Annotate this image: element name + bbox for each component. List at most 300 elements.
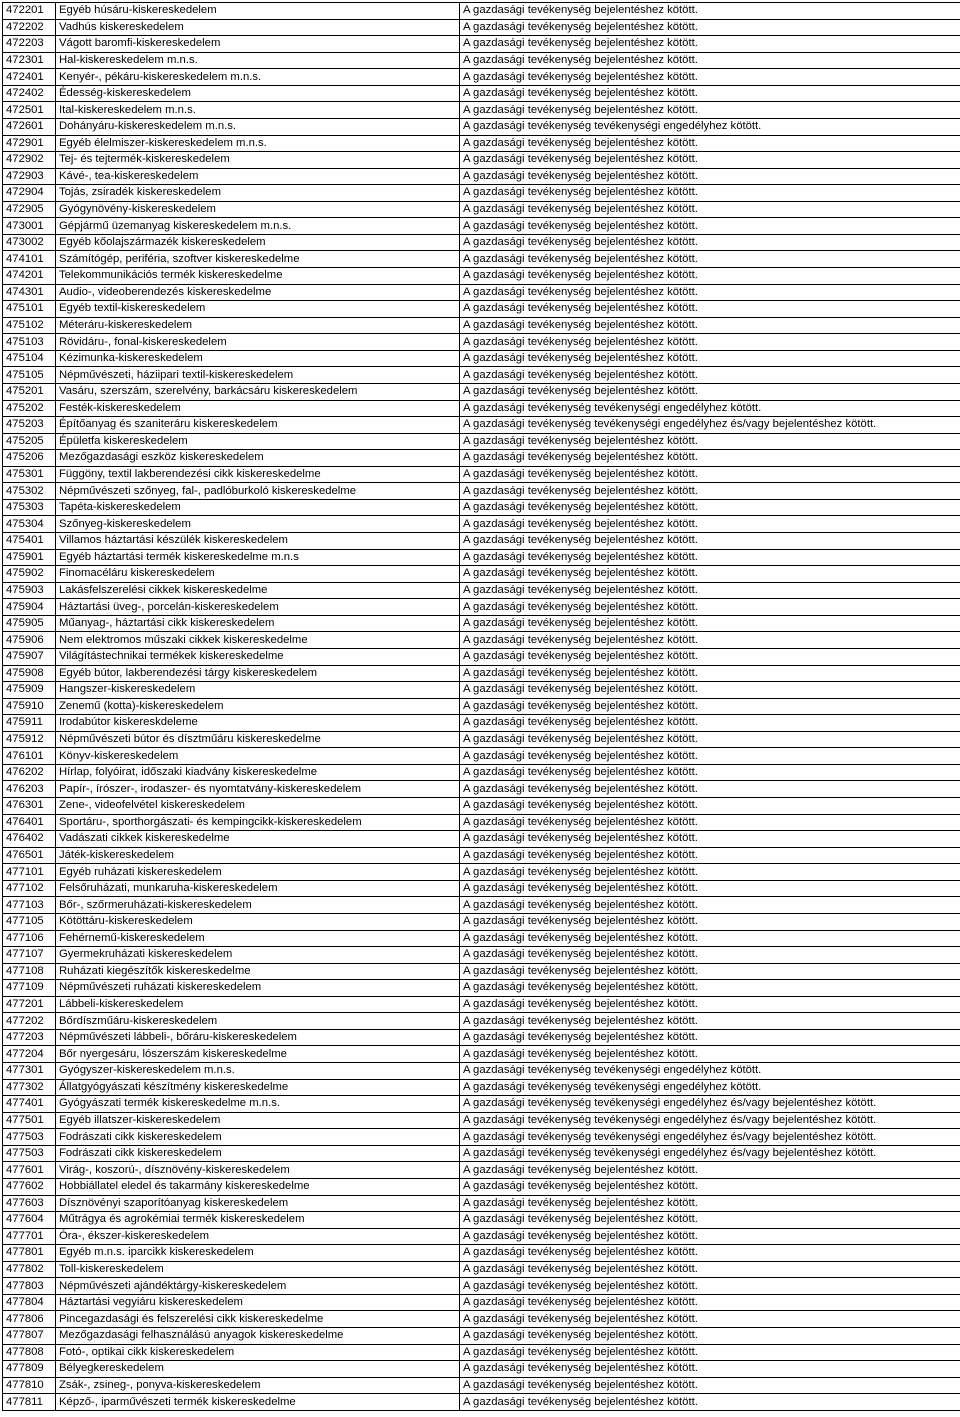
table-row bbox=[3, 847, 960, 864]
regulation-note-cell: A gazdasági tevékenység bejelentéshez kötött. bbox=[460, 1228, 960, 1245]
regulation-note-cell: A gazdasági tevékenység bejelentéshez kötött. bbox=[460, 102, 960, 119]
regulation-note-cell: A gazdasági tevékenység bejelentéshez kötött. bbox=[460, 268, 960, 285]
table-row bbox=[3, 1112, 960, 1129]
table-row bbox=[3, 499, 960, 516]
activity-code-cell: 477202 bbox=[3, 1013, 56, 1030]
activity-name-cell: Kézimunka-kiskereskedelem bbox=[56, 350, 460, 367]
table-row bbox=[3, 1162, 960, 1179]
activity-name-cell: Kötöttáru-kiskereskedelem bbox=[56, 913, 460, 930]
table-row bbox=[3, 201, 960, 218]
regulation-note-cell: A gazdasági tevékenység tevékenységi engedélyhez és/vagy bejelentéshez kötött. bbox=[460, 1145, 960, 1162]
activity-name-cell: Bélyegkereskedelem bbox=[56, 1361, 460, 1378]
table-row bbox=[3, 632, 960, 649]
table-row bbox=[3, 301, 960, 318]
activity-name-cell: Hangszer-kiskereskedelem bbox=[56, 682, 460, 699]
table-row bbox=[3, 52, 960, 69]
regulation-note-cell: A gazdasági tevékenység bejelentéshez kötött. bbox=[460, 3, 960, 20]
regulation-note-cell: A gazdasági tevékenység bejelentéshez kötött. bbox=[460, 1377, 960, 1394]
regulation-note-cell: A gazdasági tevékenység bejelentéshez kötött. bbox=[460, 317, 960, 334]
activity-code-cell: 473002 bbox=[3, 234, 56, 251]
activity-code-cell: 477102 bbox=[3, 880, 56, 897]
table-row bbox=[3, 334, 960, 351]
activity-code-cell: 475301 bbox=[3, 466, 56, 483]
regulation-note-cell: A gazdasági tevékenység tevékenységi engedélyhez kötött. bbox=[460, 118, 960, 135]
table-row bbox=[3, 1361, 960, 1378]
regulation-note-cell: A gazdasági tevékenység bejelentéshez kötött. bbox=[460, 168, 960, 185]
table-row bbox=[3, 102, 960, 119]
activity-name-cell: Népművészeti ajándéktárgy-kiskereskedelem bbox=[56, 1278, 460, 1295]
activity-code-cell: 475901 bbox=[3, 549, 56, 566]
activity-code-cell: 475102 bbox=[3, 317, 56, 334]
activity-code-cell: 475201 bbox=[3, 383, 56, 400]
regulation-note-cell: A gazdasági tevékenység bejelentéshez kötött. bbox=[460, 1029, 960, 1046]
activity-code-cell: 477302 bbox=[3, 1079, 56, 1096]
regulation-note-cell: A gazdasági tevékenység bejelentéshez kötött. bbox=[460, 748, 960, 765]
regulation-note-cell: A gazdasági tevékenység bejelentéshez kötött. bbox=[460, 1328, 960, 1345]
activity-code-cell: 475104 bbox=[3, 350, 56, 367]
regulation-note-cell: A gazdasági tevékenység bejelentéshez kötött. bbox=[460, 847, 960, 864]
regulation-note-cell: A gazdasági tevékenység bejelentéshez kötött. bbox=[460, 549, 960, 566]
activity-name-cell: Népművészeti lábbeli-, bőráru-kiskereskedelem bbox=[56, 1029, 460, 1046]
regulation-note-cell: A gazdasági tevékenység bejelentéshez kötött. bbox=[460, 185, 960, 202]
activity-name-cell: Virág-, koszorú-, dísznövény-kiskereskedelem bbox=[56, 1162, 460, 1179]
table-row bbox=[3, 897, 960, 914]
regulation-note-cell: A gazdasági tevékenység bejelentéshez kötött. bbox=[460, 814, 960, 831]
activity-code-cell: 475302 bbox=[3, 483, 56, 500]
table-row bbox=[3, 1328, 960, 1345]
table-row bbox=[3, 118, 960, 135]
regulation-note-cell: A gazdasági tevékenység bejelentéshez kötött. bbox=[460, 516, 960, 533]
table-row bbox=[3, 483, 960, 500]
activity-name-cell: Hírlap, folyóirat, időszaki kiadvány kiskereskedelme bbox=[56, 764, 460, 781]
regulation-note-cell: A gazdasági tevékenység tevékenységi engedélyhez kötött. bbox=[460, 400, 960, 417]
regulation-note-cell: A gazdasági tevékenység bejelentéshez kötött. bbox=[460, 433, 960, 450]
regulation-note-cell: A gazdasági tevékenység tevékenységi engedélyhez és/vagy bejelentéshez kötött. bbox=[460, 1096, 960, 1113]
regulation-note-cell: A gazdasági tevékenység bejelentéshez kötött. bbox=[460, 1311, 960, 1328]
activity-name-cell: Világítástechnikai termékek kiskereskedelme bbox=[56, 648, 460, 665]
activity-name-cell: Papír-, írószer-, irodaszer- és nyomtatvány-kiskereskedelem bbox=[56, 781, 460, 798]
activity-name-cell: Ruházati kiegészítők kiskereskedelme bbox=[56, 963, 460, 980]
activity-name-cell: Műtrágya és agrokémiai termék kiskereskedelem bbox=[56, 1212, 460, 1229]
activity-name-cell: Festék-kiskereskedelem bbox=[56, 400, 460, 417]
activity-name-cell: Dísznövényi szaporítóanyag kiskereskedelem bbox=[56, 1195, 460, 1212]
activity-code-cell: 476202 bbox=[3, 764, 56, 781]
regulation-note-cell: A gazdasági tevékenység bejelentéshez kötött. bbox=[460, 251, 960, 268]
activity-name-cell: Tej- és tejtermék-kiskereskedelem bbox=[56, 152, 460, 169]
table-row bbox=[3, 1278, 960, 1295]
regulation-note-cell: A gazdasági tevékenység bejelentéshez kötött. bbox=[460, 864, 960, 881]
table-row bbox=[3, 831, 960, 848]
table-row bbox=[3, 383, 960, 400]
activity-code-cell: 477811 bbox=[3, 1394, 56, 1411]
table-row bbox=[3, 516, 960, 533]
table-row bbox=[3, 582, 960, 599]
table-row bbox=[3, 814, 960, 831]
activity-name-cell: Tapéta-kiskereskedelem bbox=[56, 499, 460, 516]
activity-code-cell: 475908 bbox=[3, 665, 56, 682]
activity-code-cell: 477802 bbox=[3, 1261, 56, 1278]
activity-name-cell: Zene-, videofelvétel kiskereskedelem bbox=[56, 798, 460, 815]
table-row bbox=[3, 1129, 960, 1146]
activity-code-cell: 474301 bbox=[3, 284, 56, 301]
activity-name-cell: Gyógyászati termék kiskereskedelme m.n.s. bbox=[56, 1096, 460, 1113]
activity-code-cell: 477301 bbox=[3, 1063, 56, 1080]
activity-code-cell: 477603 bbox=[3, 1195, 56, 1212]
regulation-note-cell: A gazdasági tevékenység bejelentéshez kötött. bbox=[460, 19, 960, 36]
activity-name-cell: Népművészeti szőnyeg, fal-, padlóburkoló kiskereskedelme bbox=[56, 483, 460, 500]
activity-code-cell: 472501 bbox=[3, 102, 56, 119]
regulation-note-cell: A gazdasági tevékenység bejelentéshez kötött. bbox=[460, 1212, 960, 1229]
regulation-note-cell: A gazdasági tevékenység tevékenységi engedélyhez kötött. bbox=[460, 1079, 960, 1096]
table-row bbox=[3, 947, 960, 964]
table-row bbox=[3, 980, 960, 997]
activity-name-cell: Finomacéláru kiskereskedelem bbox=[56, 566, 460, 583]
table-row bbox=[3, 168, 960, 185]
regulation-note-cell: A gazdasági tevékenység bejelentéshez kötött. bbox=[460, 152, 960, 169]
regulation-note-cell: A gazdasági tevékenység bejelentéshez kötött. bbox=[460, 135, 960, 152]
regulation-note-cell: A gazdasági tevékenység bejelentéshez kötött. bbox=[460, 1162, 960, 1179]
activity-code-cell: 477803 bbox=[3, 1278, 56, 1295]
activity-code-cell: 475902 bbox=[3, 566, 56, 583]
activity-code-cell: 477103 bbox=[3, 897, 56, 914]
regulation-note-cell: A gazdasági tevékenység tevékenységi engedélyhez és/vagy bejelentéshez kötött. bbox=[460, 417, 960, 434]
table-row bbox=[3, 466, 960, 483]
activity-name-cell: Egyéb háztartási termék kiskereskedelme m.n.s bbox=[56, 549, 460, 566]
regulation-note-cell: A gazdasági tevékenység bejelentéshez kötött. bbox=[460, 781, 960, 798]
activity-code-cell: 475912 bbox=[3, 731, 56, 748]
table-row bbox=[3, 682, 960, 699]
activity-code-cell: 477806 bbox=[3, 1311, 56, 1328]
regulation-note-cell: A gazdasági tevékenység bejelentéshez kötött. bbox=[460, 1245, 960, 1262]
activity-code-cell: 472202 bbox=[3, 19, 56, 36]
activity-code-cell: 472201 bbox=[3, 3, 56, 20]
activity-code-cell: 477807 bbox=[3, 1328, 56, 1345]
table-row bbox=[3, 234, 960, 251]
regulation-note-cell: A gazdasági tevékenység bejelentéshez kötött. bbox=[460, 1178, 960, 1195]
regulation-note-cell: A gazdasági tevékenység bejelentéshez kötött. bbox=[460, 36, 960, 53]
regulation-note-cell: A gazdasági tevékenység bejelentéshez kötött. bbox=[460, 1195, 960, 1212]
table-row bbox=[3, 85, 960, 102]
activity-name-cell: Háztartási üveg-, porcelán-kiskereskedelem bbox=[56, 599, 460, 616]
table-row bbox=[3, 1195, 960, 1212]
activity-name-cell: Nem elektromos műszaki cikkek kiskereskedelme bbox=[56, 632, 460, 649]
activity-code-cell: 477701 bbox=[3, 1228, 56, 1245]
regulation-note-cell: A gazdasági tevékenység bejelentéshez kötött. bbox=[460, 450, 960, 467]
activity-code-cell: 476401 bbox=[3, 814, 56, 831]
regulation-note-cell: A gazdasági tevékenység bejelentéshez kötött. bbox=[460, 715, 960, 732]
activity-code-cell: 475903 bbox=[3, 582, 56, 599]
activity-name-cell: Rövidáru-, fonal-kiskereskedelem bbox=[56, 334, 460, 351]
activity-code-cell: 477501 bbox=[3, 1112, 56, 1129]
regulation-note-cell: A gazdasági tevékenység bejelentéshez kötött. bbox=[460, 831, 960, 848]
table-row bbox=[3, 69, 960, 86]
regulation-note-cell: A gazdasági tevékenység bejelentéshez kötött. bbox=[460, 218, 960, 235]
regulation-note-cell: A gazdasági tevékenység bejelentéshez kötött. bbox=[460, 1394, 960, 1411]
activity-code-cell: 476101 bbox=[3, 748, 56, 765]
table-row bbox=[3, 930, 960, 947]
table-row bbox=[3, 599, 960, 616]
activity-code-cell: 472203 bbox=[3, 36, 56, 53]
activity-name-cell: Irodabútor kiskereskdeleme bbox=[56, 715, 460, 732]
activity-name-cell: Villamos háztartási készülék kiskereskedelem bbox=[56, 533, 460, 550]
regulation-note-cell: A gazdasági tevékenység bejelentéshez kötött. bbox=[460, 698, 960, 715]
activity-name-cell: Felsőruházati, munkaruha-kiskereskedelem bbox=[56, 880, 460, 897]
activity-name-cell: Egyéb bútor, lakberendezési tárgy kiskereskedelem bbox=[56, 665, 460, 682]
activity-name-cell: Fehérnemű-kiskereskedelem bbox=[56, 930, 460, 947]
activity-name-cell: Vadhús kiskereskedelem bbox=[56, 19, 460, 36]
activity-code-cell: 472904 bbox=[3, 185, 56, 202]
table-row bbox=[3, 1394, 960, 1411]
regulation-note-cell: A gazdasági tevékenység bejelentéshez kötött. bbox=[460, 1294, 960, 1311]
regulation-note-cell: A gazdasági tevékenység bejelentéshez kötött. bbox=[460, 533, 960, 550]
table-row bbox=[3, 1377, 960, 1394]
regulation-note-cell: A gazdasági tevékenység bejelentéshez kötött. bbox=[460, 284, 960, 301]
activity-name-cell: Bőrdíszműáru-kiskereskedelem bbox=[56, 1013, 460, 1030]
regulation-note-cell: A gazdasági tevékenység bejelentéshez kötött. bbox=[460, 52, 960, 69]
regulation-note-cell: A gazdasági tevékenység bejelentéshez kötött. bbox=[460, 350, 960, 367]
activity-code-cell: 472901 bbox=[3, 135, 56, 152]
table-row bbox=[3, 1294, 960, 1311]
activity-name-cell: Fotó-, optikai cikk kiskereskedelem bbox=[56, 1344, 460, 1361]
activity-code-cell: 477604 bbox=[3, 1212, 56, 1229]
activity-code-cell: 477804 bbox=[3, 1294, 56, 1311]
activity-name-cell: Egyéb kőolajszármazék kiskereskedelem bbox=[56, 234, 460, 251]
activity-name-cell: Mezőgazdasági felhasználású anyagok kiskereskedelme bbox=[56, 1328, 460, 1345]
activity-code-cell: 472905 bbox=[3, 201, 56, 218]
activity-code-cell: 475303 bbox=[3, 499, 56, 516]
table-row bbox=[3, 798, 960, 815]
activity-code-cell: 477109 bbox=[3, 980, 56, 997]
activity-name-cell: Audio-, videoberendezés kiskereskedelme bbox=[56, 284, 460, 301]
regulation-note-cell: A gazdasági tevékenység bejelentéshez kötött. bbox=[460, 632, 960, 649]
regulation-note-cell: A gazdasági tevékenység bejelentéshez kötött. bbox=[460, 897, 960, 914]
activity-name-cell: Gépjármű üzemanyag kiskereskedelem m.n.s. bbox=[56, 218, 460, 235]
activity-code-cell: 477810 bbox=[3, 1377, 56, 1394]
table-row bbox=[3, 715, 960, 732]
activity-code-cell: 477503 bbox=[3, 1145, 56, 1162]
regulation-note-cell: A gazdasági tevékenység bejelentéshez kötött. bbox=[460, 947, 960, 964]
activity-code-cell: 473001 bbox=[3, 218, 56, 235]
activity-code-cell: 477105 bbox=[3, 913, 56, 930]
regulation-note-cell: A gazdasági tevékenység bejelentéshez kötött. bbox=[460, 1344, 960, 1361]
regulation-note-cell: A gazdasági tevékenység bejelentéshez kötött. bbox=[460, 880, 960, 897]
regulation-note-cell: A gazdasági tevékenység tevékenységi engedélyhez és/vagy bejelentéshez kötött. bbox=[460, 1129, 960, 1146]
table-row bbox=[3, 1063, 960, 1080]
regulation-note-cell: A gazdasági tevékenység bejelentéshez kötött. bbox=[460, 764, 960, 781]
activity-name-cell: Számítógép, periféria, szoftver kiskereskedelme bbox=[56, 251, 460, 268]
table-row bbox=[3, 1311, 960, 1328]
regulation-note-cell: A gazdasági tevékenység bejelentéshez kötött. bbox=[460, 731, 960, 748]
table-row bbox=[3, 665, 960, 682]
activity-name-cell: Hobbiállatel eledel és takarmány kiskereskedelme bbox=[56, 1178, 460, 1195]
table-row bbox=[3, 864, 960, 881]
regulation-note-cell: A gazdasági tevékenység bejelentéshez kötött. bbox=[460, 665, 960, 682]
table-row bbox=[3, 1046, 960, 1063]
activity-code-cell: 477204 bbox=[3, 1046, 56, 1063]
table-row bbox=[3, 1096, 960, 1113]
table-row bbox=[3, 748, 960, 765]
activity-code-cell: 475105 bbox=[3, 367, 56, 384]
activity-code-cell: 475206 bbox=[3, 450, 56, 467]
activity-code-cell: 475101 bbox=[3, 301, 56, 318]
table-row bbox=[3, 1029, 960, 1046]
activity-code-cell: 475904 bbox=[3, 599, 56, 616]
regulation-note-cell: A gazdasági tevékenység bejelentéshez kötött. bbox=[460, 1278, 960, 1295]
table-row bbox=[3, 317, 960, 334]
activity-name-cell: Mezőgazdasági eszköz kiskereskedelem bbox=[56, 450, 460, 467]
activity-table bbox=[2, 2, 960, 1411]
activity-name-cell: Könyv-kiskereskedelem bbox=[56, 748, 460, 765]
activity-code-cell: 472903 bbox=[3, 168, 56, 185]
regulation-note-cell: A gazdasági tevékenység bejelentéshez kötött. bbox=[460, 566, 960, 583]
table-row bbox=[3, 1228, 960, 1245]
table-row bbox=[3, 433, 960, 450]
regulation-note-cell: A gazdasági tevékenység tevékenységi engedélyhez kötött. bbox=[460, 1063, 960, 1080]
activity-name-cell: Egyéb m.n.s. iparcikk kiskereskedelem bbox=[56, 1245, 460, 1262]
regulation-note-cell: A gazdasági tevékenység bejelentéshez kötött. bbox=[460, 201, 960, 218]
activity-name-cell: Képző-, iparművészeti termék kiskereskedelme bbox=[56, 1394, 460, 1411]
activity-name-cell: Népművészeti ruházati kiskereskedelem bbox=[56, 980, 460, 997]
activity-code-cell: 477107 bbox=[3, 947, 56, 964]
table-row bbox=[3, 764, 960, 781]
regulation-note-cell: A gazdasági tevékenység bejelentéshez kötött. bbox=[460, 682, 960, 699]
table-row bbox=[3, 284, 960, 301]
activity-name-cell: Egyéb élelmiszer-kiskereskedelem m.n.s. bbox=[56, 135, 460, 152]
activity-code-cell: 477503 bbox=[3, 1129, 56, 1146]
table-row bbox=[3, 615, 960, 632]
table-row bbox=[3, 450, 960, 467]
activity-name-cell: Egyéb ruházati kiskereskedelem bbox=[56, 864, 460, 881]
table-row bbox=[3, 1145, 960, 1162]
activity-name-cell: Egyéb textil-kiskereskedelem bbox=[56, 301, 460, 318]
regulation-note-cell: A gazdasági tevékenység bejelentéshez kötött. bbox=[460, 963, 960, 980]
activity-name-cell: Toll-kiskereskedelem bbox=[56, 1261, 460, 1278]
activity-code-cell: 477809 bbox=[3, 1361, 56, 1378]
regulation-note-cell: A gazdasági tevékenység bejelentéshez kötött. bbox=[460, 483, 960, 500]
activity-name-cell: Vadászati cikkek kiskereskedelme bbox=[56, 831, 460, 848]
activity-code-cell: 477808 bbox=[3, 1344, 56, 1361]
table-row bbox=[3, 350, 960, 367]
regulation-note-cell: A gazdasági tevékenység bejelentéshez kötött. bbox=[460, 980, 960, 997]
activity-name-cell: Kenyér-, pékáru-kiskereskedelem m.n.s. bbox=[56, 69, 460, 86]
regulation-note-cell: A gazdasági tevékenység bejelentéshez kötött. bbox=[460, 85, 960, 102]
activity-name-cell: Bőr nyergesáru, lószerszám kiskereskedelme bbox=[56, 1046, 460, 1063]
regulation-note-cell: A gazdasági tevékenység bejelentéshez kötött. bbox=[460, 1013, 960, 1030]
activity-code-cell: 476203 bbox=[3, 781, 56, 798]
activity-name-cell: Zsák-, zsineg-, ponyva-kiskereskedelem bbox=[56, 1377, 460, 1394]
activity-name-cell: Népművészeti, háziipari textil-kiskereskedelem bbox=[56, 367, 460, 384]
activity-name-cell: Lábbeli-kiskereskedelem bbox=[56, 996, 460, 1013]
table-row bbox=[3, 268, 960, 285]
activity-code-cell: 476402 bbox=[3, 831, 56, 848]
table-row bbox=[3, 1245, 960, 1262]
activity-name-cell: Pincegazdasági és felszerelési cikk kiskereskedelme bbox=[56, 1311, 460, 1328]
activity-name-cell: Kávé-, tea-kiskereskedelem bbox=[56, 168, 460, 185]
table-row bbox=[3, 19, 960, 36]
regulation-note-cell: A gazdasági tevékenység bejelentéshez kötött. bbox=[460, 648, 960, 665]
activity-code-cell: 472601 bbox=[3, 118, 56, 135]
activity-name-cell: Szőnyeg-kiskereskedelem bbox=[56, 516, 460, 533]
activity-code-cell: 477203 bbox=[3, 1029, 56, 1046]
activity-name-cell: Telekommunikációs termék kiskereskedelme bbox=[56, 268, 460, 285]
regulation-note-cell: A gazdasági tevékenység bejelentéshez kötött. bbox=[460, 615, 960, 632]
regulation-note-cell: A gazdasági tevékenység bejelentéshez kötött. bbox=[460, 383, 960, 400]
activity-name-cell: Dohányáru-kiskereskedelem m.n.s. bbox=[56, 118, 460, 135]
activity-code-cell: 477801 bbox=[3, 1245, 56, 1262]
activity-code-cell: 477106 bbox=[3, 930, 56, 947]
table-row bbox=[3, 698, 960, 715]
activity-table-body bbox=[3, 3, 960, 1411]
regulation-note-cell: A gazdasági tevékenység bejelentéshez kötött. bbox=[460, 499, 960, 516]
activity-name-cell: Függöny, textil lakberendezési cikk kiskereskedelme bbox=[56, 466, 460, 483]
activity-name-cell: Vágott baromfi-kiskereskedelem bbox=[56, 36, 460, 53]
table-row bbox=[3, 367, 960, 384]
activity-name-cell: Fodrászati cikk kiskereskedelem bbox=[56, 1145, 460, 1162]
regulation-note-cell: A gazdasági tevékenység bejelentéshez kötött. bbox=[460, 1261, 960, 1278]
table-row bbox=[3, 996, 960, 1013]
regulation-note-cell: A gazdasági tevékenység bejelentéshez kötött. bbox=[460, 996, 960, 1013]
table-row bbox=[3, 1079, 960, 1096]
table-row bbox=[3, 1344, 960, 1361]
activity-code-cell: 475907 bbox=[3, 648, 56, 665]
regulation-note-cell: A gazdasági tevékenység bejelentéshez kötött. bbox=[460, 69, 960, 86]
activity-code-cell: 475401 bbox=[3, 533, 56, 550]
activity-name-cell: Állatgyógyászati készítmény kiskereskedelme bbox=[56, 1079, 460, 1096]
activity-name-cell: Épületfa kiskereskedelem bbox=[56, 433, 460, 450]
table-row bbox=[3, 648, 960, 665]
activity-code-cell: 472401 bbox=[3, 69, 56, 86]
activity-name-cell: Műanyag-, háztartási cikk kiskereskedelem bbox=[56, 615, 460, 632]
activity-name-cell: Fodrászati cikk kiskereskedelem bbox=[56, 1129, 460, 1146]
table-row bbox=[3, 400, 960, 417]
activity-name-cell: Zenemű (kotta)-kiskereskedelem bbox=[56, 698, 460, 715]
regulation-note-cell: A gazdasági tevékenység bejelentéshez kötött. bbox=[460, 930, 960, 947]
activity-name-cell: Gyógyszer-kiskereskedelem m.n.s. bbox=[56, 1063, 460, 1080]
activity-code-cell: 475911 bbox=[3, 715, 56, 732]
table-row bbox=[3, 36, 960, 53]
regulation-note-cell: A gazdasági tevékenység bejelentéshez kötött. bbox=[460, 1361, 960, 1378]
regulation-note-cell: A gazdasági tevékenység bejelentéshez kötött. bbox=[460, 599, 960, 616]
regulation-note-cell: A gazdasági tevékenység bejelentéshez kötött. bbox=[460, 913, 960, 930]
activity-code-cell: 477108 bbox=[3, 963, 56, 980]
activity-code-cell: 477601 bbox=[3, 1162, 56, 1179]
activity-name-cell: Bőr-, szőrmeruházati-kiskereskedelem bbox=[56, 897, 460, 914]
table-row bbox=[3, 913, 960, 930]
table-row bbox=[3, 1013, 960, 1030]
regulation-note-cell: A gazdasági tevékenység tevékenységi engedélyhez és/vagy bejelentéshez kötött. bbox=[460, 1112, 960, 1129]
table-row bbox=[3, 218, 960, 235]
regulation-note-cell: A gazdasági tevékenység bejelentéshez kötött. bbox=[460, 798, 960, 815]
regulation-note-cell: A gazdasági tevékenység bejelentéshez kötött. bbox=[460, 1046, 960, 1063]
regulation-note-cell: A gazdasági tevékenység bejelentéshez kötött. bbox=[460, 466, 960, 483]
table-row bbox=[3, 185, 960, 202]
activity-code-cell: 475905 bbox=[3, 615, 56, 632]
activity-code-cell: 475202 bbox=[3, 400, 56, 417]
activity-name-cell: Egyéb húsáru-kiskereskedelem bbox=[56, 3, 460, 20]
activity-name-cell: Egyéb illatszer-kiskereskedelem bbox=[56, 1112, 460, 1129]
table-row bbox=[3, 781, 960, 798]
regulation-note-cell: A gazdasági tevékenység bejelentéshez kötött. bbox=[460, 367, 960, 384]
activity-code-cell: 477602 bbox=[3, 1178, 56, 1195]
activity-name-cell: Hal-kiskereskedelem m.n.s. bbox=[56, 52, 460, 69]
table-row bbox=[3, 152, 960, 169]
table-row bbox=[3, 549, 960, 566]
activity-name-cell: Építőanyag és szaniteráru kiskereskedelem bbox=[56, 417, 460, 434]
activity-name-cell: Játék-kiskereskedelem bbox=[56, 847, 460, 864]
activity-code-cell: 474101 bbox=[3, 251, 56, 268]
table-row bbox=[3, 566, 960, 583]
activity-code-cell: 477101 bbox=[3, 864, 56, 881]
